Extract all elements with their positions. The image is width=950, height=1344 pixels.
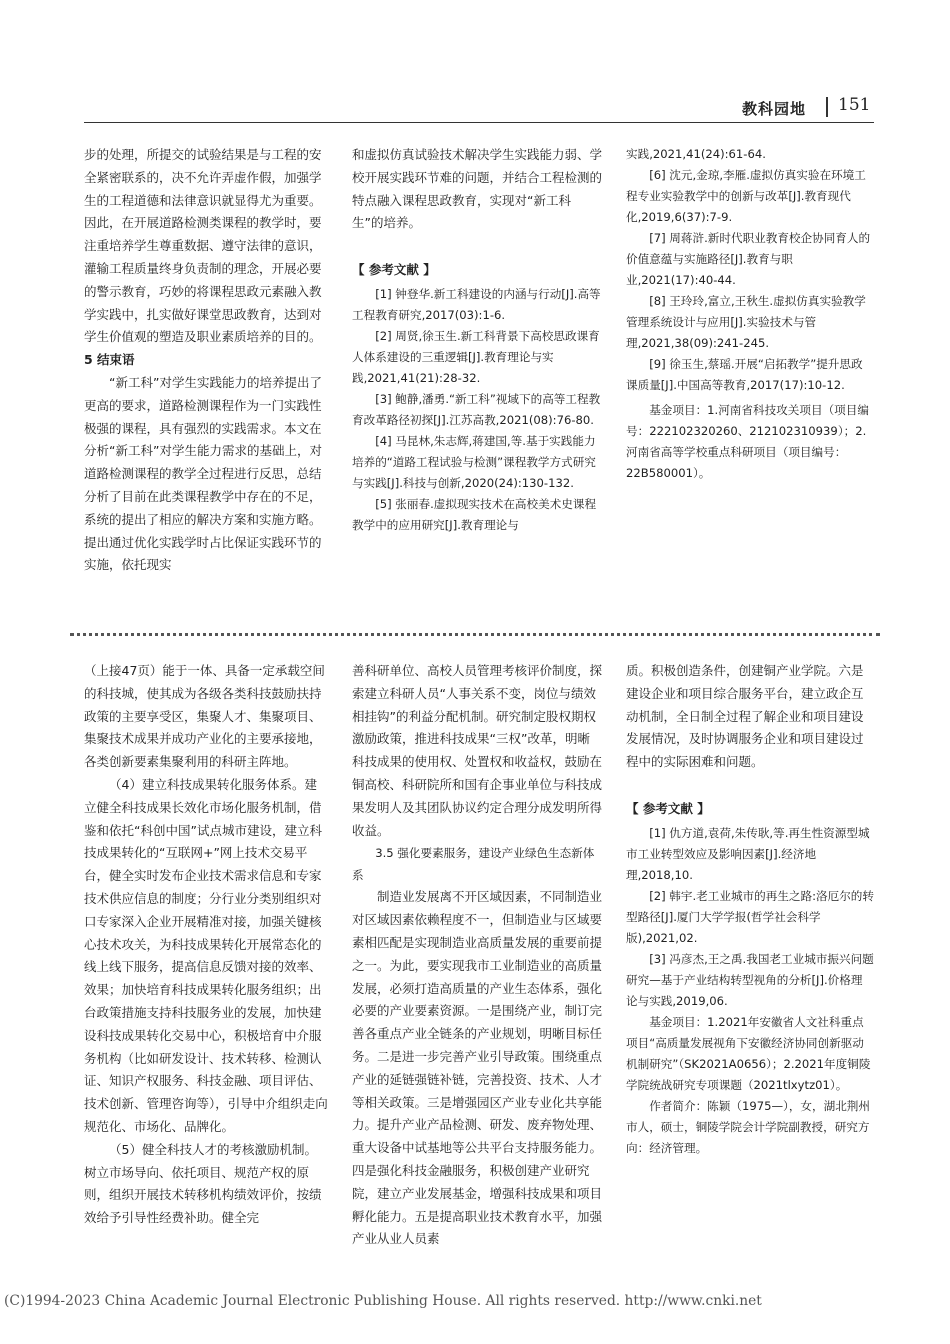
reference-item: [2] 韩宇.老工业城市的再生之路:洛厄尔的转型路径[J].厦门大学学报(哲学社会科学版),2021,02. <box>626 888 874 945</box>
paragraph: （4）建立科技成果转化服务体系。建立健全科技成果长效化市场化服务机制，借鉴和依托“科创中国”试点城市建设，建立科技成果转化的“互联网+”网上技术交易平台，健全实时发布企业技术需求信息和专家技术供应信息的制度；分行业分类别组织对口专家深入企业开展精准对接，加强关键核心技术攻关，为科技成果转化开展常态化的线上线下服务，提高信息反馈对接的效率、效果；加快培育科技成果转化服务组织；出台政策措施支持科技服务业的发展，加快建设科技成果转化交易中心，积极培育中介服务机构（比如研发设计、技术转移、检测认证、知识产权服务、科技金融、项目评估、技术创新、管理咨询等），引导中介组织走向规范化、市场化、品牌化。 <box>84 776 328 1134</box>
paragraph: “新工科”对学生实践能力的培养提出了更高的要求，道路检测课程作为一门实践性极强的课程，具有强烈的实践需求。本文在分析“新工科”对学生能力需求的基础上，对道路检测课程的教学全过程进行反思，总结分析了目前在此类课程教学中存在的不足，系统的提出了相应的解决方案和实施方略。提出通过优化实践学时占比保证实践环节的实施，依托现实 <box>84 374 322 573</box>
top-column-2 <box>352 144 602 536</box>
journal-section-title: 教科园地 <box>742 100 807 118</box>
author-bio: 作者简介：陈颖（1975—），女，湖北荆州市人，硕士，铜陵学院会计学院副教授，研究方向：经济管理。 <box>626 1098 870 1155</box>
bottom-column-1 <box>84 660 328 1230</box>
reference-item: [6] 沈元,金琼,李雁.虚拟仿真实验在环境工程专业实验教学中的创新与改革[J].教育现代化,2019,6(37):7-9. <box>626 168 866 224</box>
reference-item: [5] 张丽春.虚拟现实技术在高校美术史课程教学中的应用研究[J].教育理论与 <box>352 496 597 532</box>
reference-item: [3] 鲍静,潘勇.“新工科”视域下的高等工程教育改革路径初探[J].江苏高教,2021(08):76-80. <box>352 391 601 427</box>
paragraph: 质。积极创造条件，创建铜产业学院。六是建设企业和项目综合服务平台，建立政企互动机制，全日制全过程了解企业和项目建设发展情况，及时协调服务企业和项目建设过程中的实际困难和问题。 <box>626 663 864 770</box>
top-column-3 <box>626 144 874 484</box>
references-heading: 【 参考文献 】 <box>626 800 710 816</box>
reference-item: [8] 王玲玲,富立,王秋生.虚拟仿真实验教学管理系统设计与应用[J].实验技术与管理,2021,38(09):241-245. <box>626 294 866 350</box>
header-separator <box>826 97 828 117</box>
section-heading: 5 结束语 <box>84 352 135 368</box>
references-heading: 【 参考文献 】 <box>352 262 436 278</box>
paragraph: 制造业发展离不开区域因素，不同制造业对区域因素依赖程度不一，但制造业与区域要素相匹配是实现制造业高质量发展的重要前提之一。为此，要实现我市工业制造业的高质量发展，必须打造高质量的产业生态体系，强化必要的产业要素资源。一是围绕产业，制订完善各重点产业全链条的产业规划，明晰目标任务。二是进一步完善产业引导政策。围绕重点产业的延链强链补链，完善投资、技术、人才等相关政策。三是增强园区产业专业化共享能力。提升产业产品检测、研发、废弃物处理、重大设备中试基地等公共平台支持服务能力。四是强化科技金融服务，积极创建产业研究院，建立产业发展基金，增强科技成果和项目孵化能力。五是提高职业技术教育水平，加强产业从业人员素 <box>352 889 603 1247</box>
reference-item: [4] 马昆林,朱志辉,蒋建国,等.基于实践能力培养的“道路工程试验与检测”课程教学方式研究与实践[J].科技与创新,2020(24):130-132. <box>352 433 596 490</box>
reference-item: [1] 钟登华.新工科建设的内涵与行动[J].高等工程教育研究,2017(03):1-6. <box>352 286 601 322</box>
paragraph: （上接47页）能于一体、具备一定承载空间的科技城，使其成为各级各类科技鼓励扶持政策的主要享受区，集聚人才、集聚项目、集聚技术成果并成功产业化的主要承接地，各类创新要素集聚利用的科研主阵地。 <box>84 663 325 770</box>
copyright-footer: (C)1994-2023 China Academic Journal Electronic Publishing House. All rights reserved. http://www.cnki.net <box>4 1293 762 1309</box>
article-separator <box>70 633 880 636</box>
paragraph: 善科研单位、高校人员管理考核评价制度，探索建立科研人员“人事关系不变，岗位与绩效相挂钩”的利益分配机制。研究制定股权期权激励政策，推进科技成果“三权”改革，明晰科技成果的使用权、处置权和收益权，鼓励在铜高校、科研院所和国有企事业单位与科技成果发明人及其团队协议约定合理分成发明所得收益。 <box>352 663 603 838</box>
top-column-1 <box>84 144 328 577</box>
paragraph: 步的处理，所提交的试验结果是与工程的安全紧密联系的，决不允许弄虚作假，加强学生的工程道德和法律意识就显得尤为重要。因此，在开展道路检测类课程的教学时，要注重培养学生尊重数据、遵守法律的意识，灌输工程质量终身负责制的理念，开展必要的警示教育，巧妙的将课程思政元素融入教学实践中，扎实做好课堂思政教育，达到对学生价值观的塑造及职业素质培养的目的。 <box>84 147 322 345</box>
bottom-column-2 <box>352 660 602 1251</box>
paragraph: 和虚拟仿真试验技术解决学生实践能力弱、学校开展实践环节难的问题，并结合工程检测的特点融入课程思政教育，实现对“新工科生”的培养。 <box>352 147 603 231</box>
reference-item: [1] 仇方道,袁荷,朱传耿,等.再生性资源型城市工业转型效应及影响因素[J].经济地理,2018,10. <box>626 825 870 882</box>
reference-item: [2] 周贤,徐玉生.新工科背景下高校思政课育人体系建设的三重逻辑[J].教育理论与实践,2021,41(21):28-32. <box>352 328 600 385</box>
paragraph: （5）健全科技人才的考核激励机制。树立市场导向、依托项目、规范产权的原则，组织开展技术转移机构绩效评价，按绩效给予引导性经费补助。健全完 <box>84 1141 322 1226</box>
page-number: 151 <box>838 95 871 115</box>
funding-note: 基金项目：1.2021年安徽省人文社科重点项目“高质量发展视角下安徽经济协同创新驱动机制研究”（SK2021A0656）；2.2021年度铜陵学院统战研究专项课题（2021tlxytz01）。 <box>626 1014 871 1092</box>
reference-item: [3] 冯彦杰,王之禹.我国老工业城市振兴问题研究—基于产业结构转型视角的分析[J].价格理论与实践,2019,06. <box>626 951 874 1008</box>
reference-continuation: 实践,2021,41(24):61-64. <box>626 147 766 161</box>
reference-item: [9] 徐玉生,蔡瑶.开展“启拓教学”提升思政课质量[J].中国高等教育,2017(17):10-12. <box>626 357 863 392</box>
reference-item: [7] 周蒋浒.新时代职业教育校企协同育人的价值意蕴与实施路径[J].教育与职业,2021(17):40-44. <box>626 231 871 287</box>
header-rule <box>84 122 874 123</box>
bottom-column-3 <box>626 660 874 1159</box>
section-heading: 3.5 强化要素服务，建设产业绿色生态新体系 <box>352 846 595 883</box>
funding-note: 基金项目：1.河南省科技攻关项目（项目编号：222102320260、212102310939）；2.河南省高等学校重点科研项目（项目编号：22B580001）。 <box>626 403 869 480</box>
